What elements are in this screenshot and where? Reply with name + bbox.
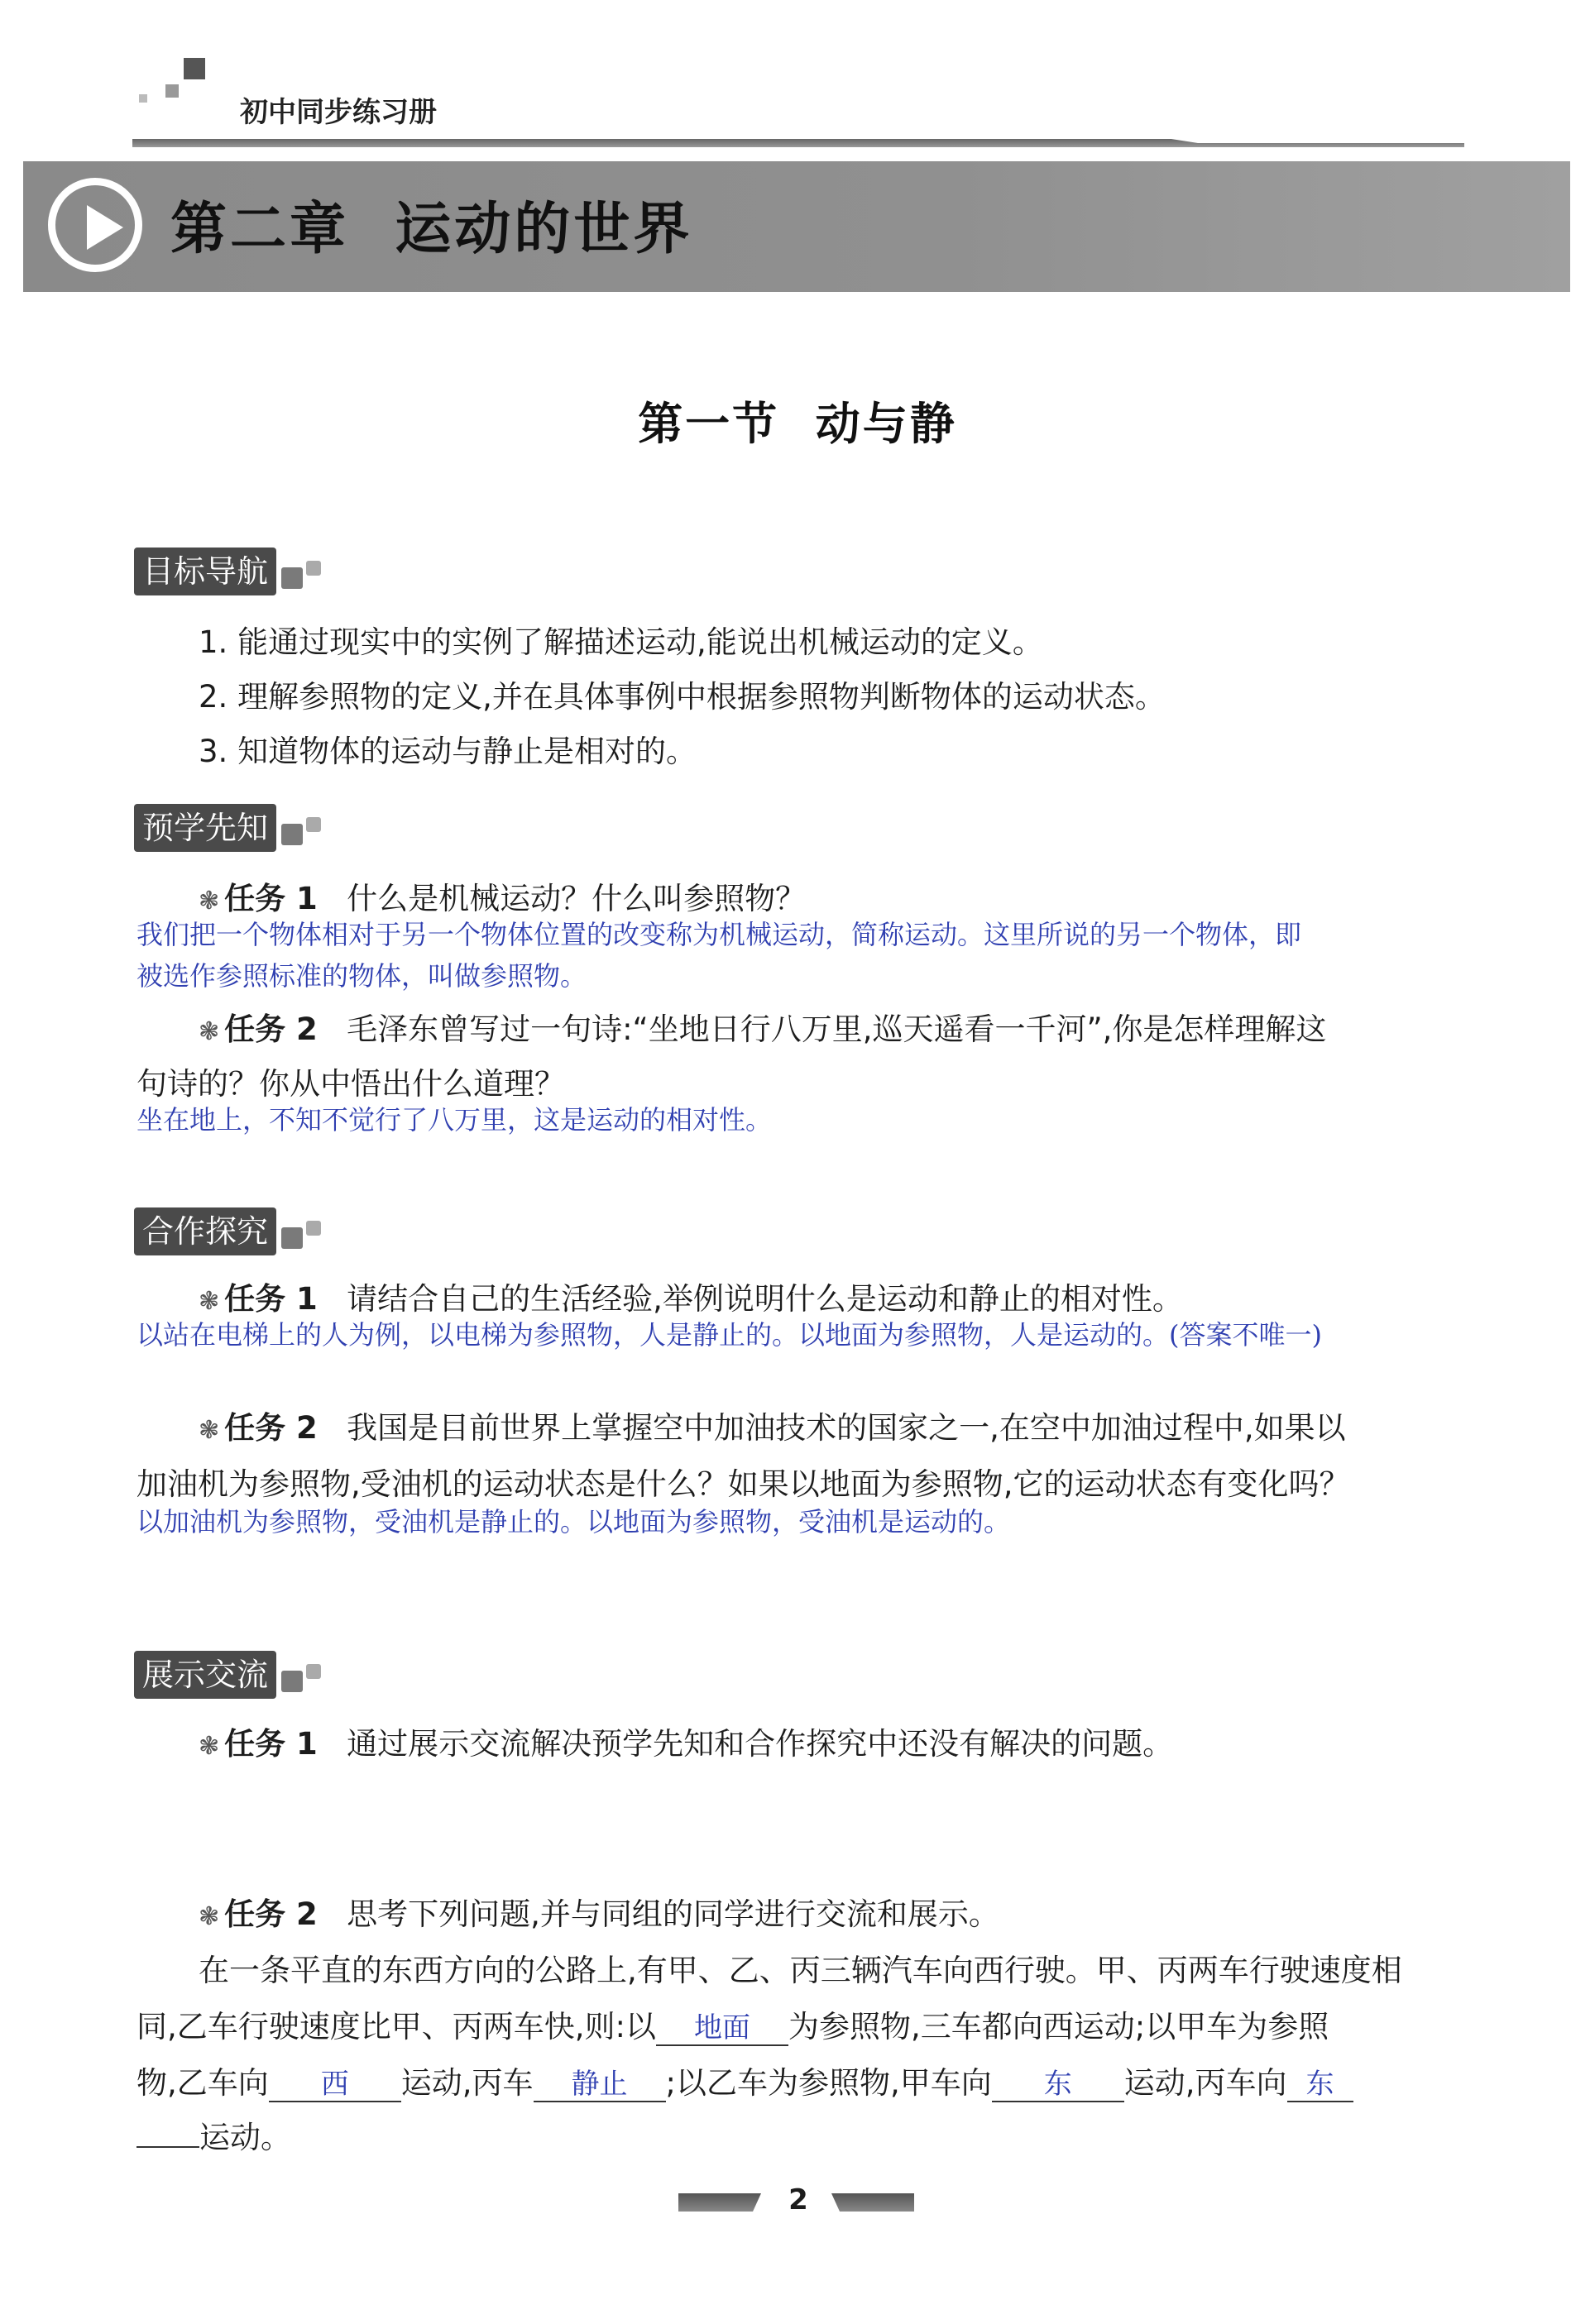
preview-task2	[199, 1009, 1326, 1053]
objective-item: 2. 理解参照物的定义,并在具体事例中根据参照物判断物体的运动状态。	[199, 679, 1166, 715]
preview-label-text: 预学先知	[142, 810, 269, 846]
objective-item: 1. 能通过现实中的实例了解描述运动,能说出机械运动的定义。	[199, 624, 1043, 660]
paragraph-line: 运动。	[137, 2117, 291, 2159]
decor-square	[165, 84, 179, 98]
gear-icon: ❃	[199, 1017, 220, 1046]
chapter-title: 第二章 运动的世界	[170, 197, 693, 262]
task-heading: ❃ 任务 2	[199, 1410, 318, 1446]
task-question: 我国是目前世界上掌握空中加油技术的国家之一,在空中加油过程中,如果以	[347, 1410, 1346, 1446]
preview-label	[134, 804, 276, 852]
running-header	[132, 89, 1464, 139]
task-heading: ❃ 任务 1	[199, 881, 318, 916]
gear-icon: ❃	[199, 1902, 220, 1931]
gear-icon: ❃	[199, 1732, 220, 1761]
objectives-label-text: 目标导航	[142, 553, 269, 590]
task-question: 请结合自己的生活经验,举例说明什么是运动和静止的相对性。	[347, 1281, 1183, 1317]
task-text: 通过展示交流解决预学先知和合作探究中还没有解决的问题。	[347, 1726, 1174, 1762]
gear-icon: ❃	[199, 1416, 220, 1445]
footer-bar-left	[678, 2193, 761, 2212]
task-question: 加油机为参照物,受油机的运动状态是什么？如果以地面为参照物,它的运动状态有变化吗？	[137, 1466, 1350, 1502]
paragraph-line: 物,乙车向 西 运动,丙车 静止 ;以乙车为参照物,甲车向 东 运动,丙车向 东	[137, 2063, 1353, 2104]
fill-blank[interactable]: 静止	[534, 2068, 666, 2102]
answer-text: 被选作参照标准的物体，叫做参照物。	[137, 960, 587, 992]
display-task1	[199, 1724, 1173, 1767]
decor-square	[184, 58, 205, 79]
section-title: 第一节 动与静	[638, 398, 957, 450]
objective-item: 3. 知道物体的运动与静止是相对的。	[199, 734, 697, 769]
decor-square	[139, 94, 147, 103]
fill-blank[interactable]: 地面	[656, 2011, 788, 2046]
task-question: 什么是机械运动？什么叫参照物？	[347, 881, 807, 916]
answer-text: 坐在地上，不知不觉行了八万里，这是运动的相对性。	[137, 1104, 773, 1136]
objectives-label	[134, 548, 276, 595]
book-title: 初中同步练习册	[240, 96, 437, 129]
header-rule	[132, 139, 1464, 147]
paragraph-line: 在一条平直的东西方向的公路上,有甲、乙、丙三辆汽车向西行驶。甲、丙两车行驶速度相	[199, 1953, 1402, 1988]
chapter-banner	[23, 161, 1570, 292]
task-heading: ❃ 任务 2	[199, 1011, 318, 1047]
explore-label	[134, 1207, 276, 1255]
answer-text: 我们把一个物体相对于另一个物体位置的改变称为机械运动，简称运动。这里所说的另一个物体，即	[137, 919, 1302, 950]
task-heading: ❃ 任务 2	[199, 1896, 318, 1932]
explore-task2	[199, 1408, 1346, 1451]
task-heading: ❃ 任务 1	[199, 1281, 318, 1317]
paragraph-line: 同,乙车行驶速度比甲、丙两车快,则:以 地面 为参照物,三车都向西运动;以甲车为参照	[137, 2009, 1329, 2044]
page-footer	[0, 2183, 1595, 2225]
page-number: 2	[788, 2183, 808, 2216]
display-label-text: 展示交流	[142, 1657, 269, 1693]
fill-blank[interactable]: 东	[992, 2068, 1124, 2102]
label-decor	[281, 567, 331, 592]
task-text: 思考下列问题,并与同组的同学进行交流和展示。	[347, 1896, 999, 1932]
display-label	[134, 1651, 276, 1699]
task-question: 毛泽东曾写过一句诗:“坐地日行八万里,巡天遥看一千河”,你是怎样理解这	[347, 1011, 1327, 1047]
footer-bar-right	[831, 2193, 914, 2212]
task-heading: ❃ 任务 1	[199, 1726, 318, 1762]
play-icon	[48, 178, 142, 272]
answer-text: 以加油机为参照物，受油机是静止的。以地面为参照物，受油机是运动的。	[137, 1506, 1011, 1537]
task-question: 句诗的？你从中悟出什么道理？	[137, 1066, 565, 1102]
label-decor	[281, 824, 331, 849]
fill-blank[interactable]: 东	[1287, 2068, 1353, 2102]
label-decor	[281, 1227, 331, 1252]
fill-blank-continued[interactable]	[137, 2146, 199, 2148]
explore-label-text: 合作探究	[142, 1213, 269, 1250]
answer-text: 以站在电梯上的人为例，以电梯为参照物，人是静止的。以地面为参照物，人是运动的。(答案不唯一)	[137, 1319, 1322, 1351]
fill-blank[interactable]: 西	[269, 2068, 401, 2102]
gear-icon: ❃	[199, 1287, 220, 1316]
label-decor	[281, 1671, 331, 1695]
display-task2	[199, 1894, 999, 1938]
gear-icon: ❃	[199, 887, 220, 916]
